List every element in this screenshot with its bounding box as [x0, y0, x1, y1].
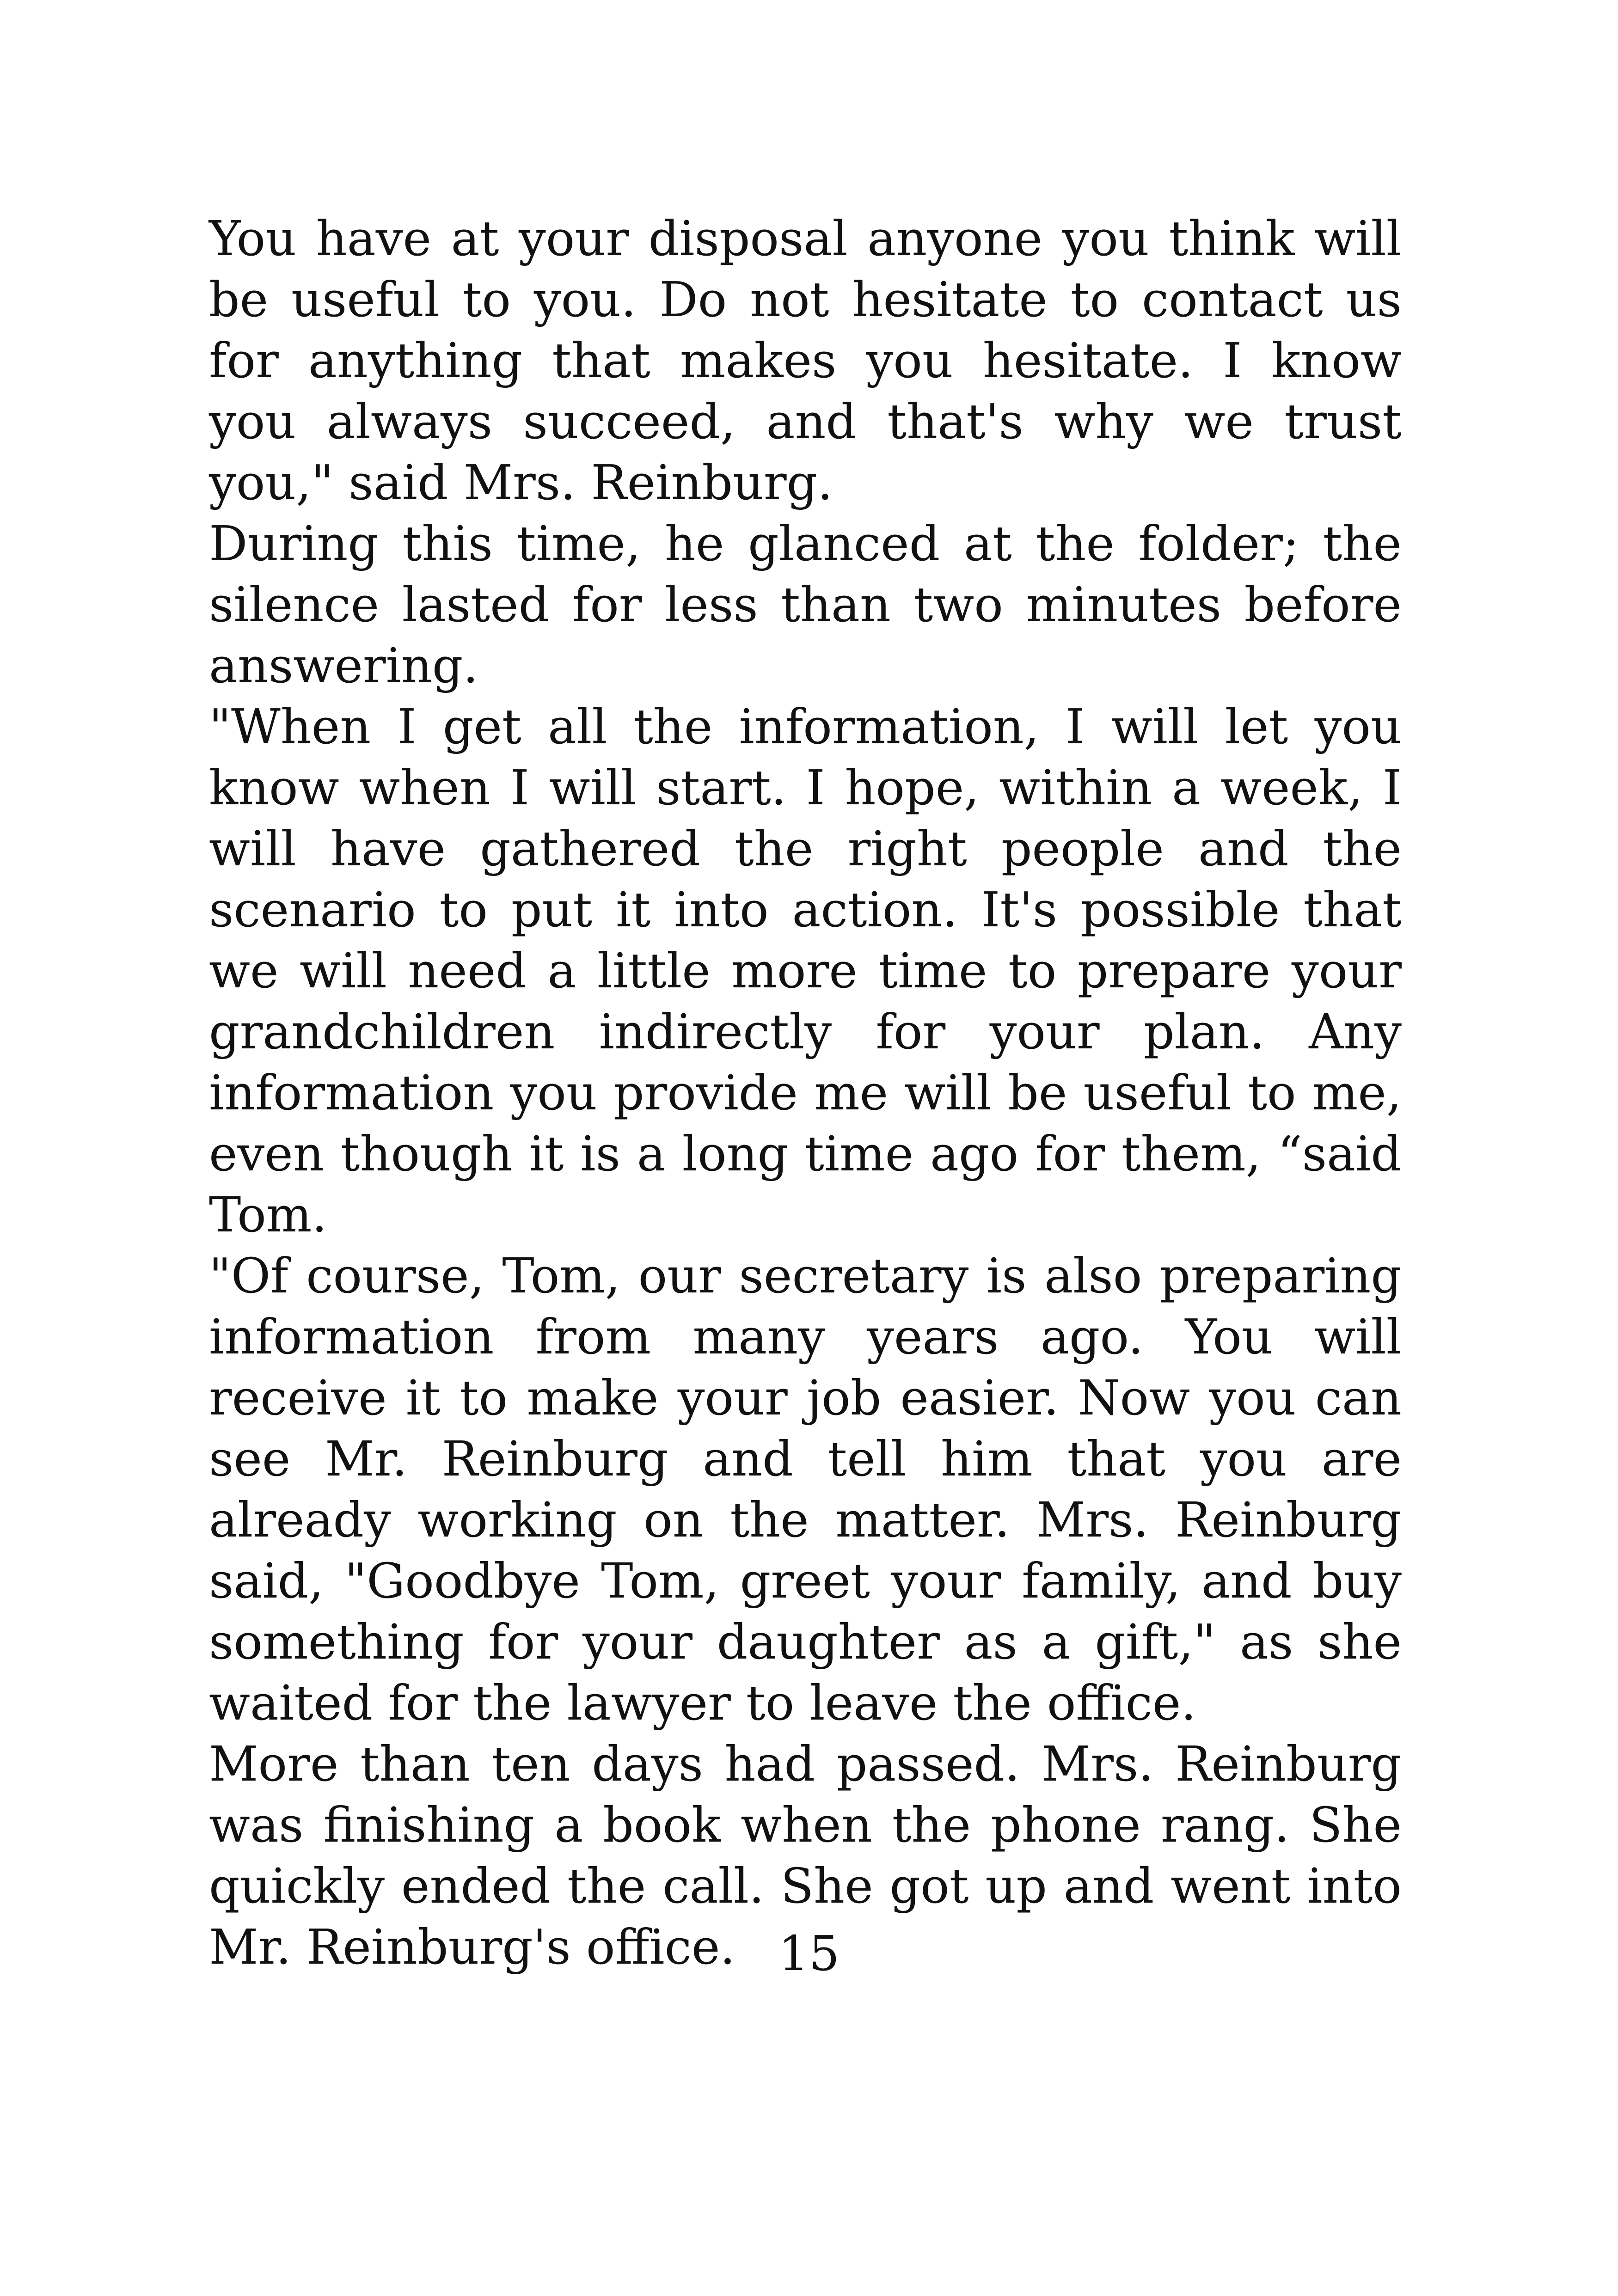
paragraph-1: You have at your disposal anyone you think will be useful to you. Do not hesitate to contact us for anything that makes you hesitate. I know you always succeed, and that's why we trust you," said Mrs. Reinburg.: [209, 210, 1402, 511]
paragraph-5: More than ten days had passed. Mrs. Reinburg was finishing a book when the phone rang. She quickly ended the call. She got up and went into Mr. Reinburg's office.: [209, 1736, 1402, 1975]
page-number: 15: [778, 1925, 840, 1982]
paragraph-2: During this time, he glanced at the folder; the silence lasted for less than two minutes before answering.: [209, 515, 1402, 694]
body-text: [209, 208, 1402, 1978]
paragraph-4: "Of course, Tom, our secretary is also preparing information from many years ago. You will receive it to make your job easier. Now you can see Mr. Reinburg and tell him that you are already working on the matter. Mrs. Reinburg said, "Goodbye Tom, greet your family, and buy something for your daughter as a gift," as she waited for the lawyer to leave the office.: [209, 1248, 1402, 1731]
paragraph-3: "When I get all the information, I will let you know when I will start. I hope, within a week, I will have gathered the right people and the scenario to put it into action. It's possible that we will need a little more time to prepare your grandchildren indirectly for your plan. Any information you provide me will be useful to me, even though it is a long time ago for them, “said Tom.: [209, 698, 1402, 1243]
